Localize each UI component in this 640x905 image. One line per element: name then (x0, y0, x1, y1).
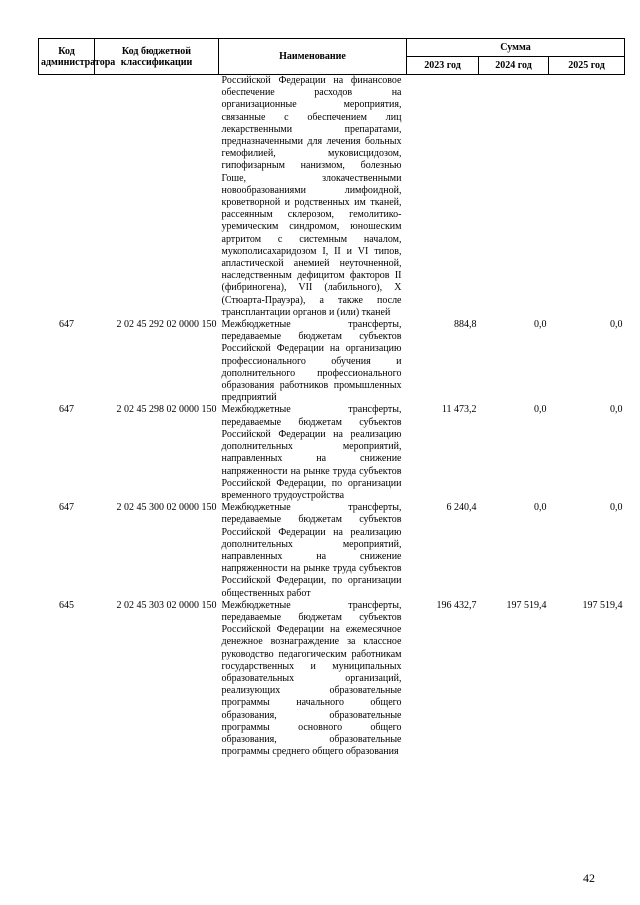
admin-code-cell: 647 (59, 404, 74, 416)
sum-2024-cell (479, 75, 549, 320)
name-cell: Межбюджетные трансферты, передаваемые бюджетам субъектов Российской Федерации на реализацию дополнительных мероприятий, направленных на снижение напряженности на рынке труда субъектов Российской Федерации, по организации временного трудоустройства (221, 404, 402, 501)
table-header (39, 39, 625, 75)
admin-code-cell: 647 (59, 319, 74, 331)
budget-code-cell: 2 02 45 303 02 0000 150 (116, 599, 217, 611)
table-body (39, 75, 625, 759)
sum-2023-cell: 196 432,7 (436, 599, 477, 611)
sum-2025-cell: 197 519,4 (582, 599, 623, 611)
page-number: 42 (583, 871, 595, 885)
name-cell: Межбюджетные трансферты, передаваемые бюджетам субъектов Российской Федерации на организацию профессионального обучения и дополнительного профессионального образования работников промышленных предприятий (221, 319, 402, 404)
document-page (38, 38, 624, 758)
sum-2025-cell: 0,0 (610, 502, 623, 514)
admin-code-cell (39, 75, 95, 320)
header-year-2023: 2023 год (407, 57, 479, 75)
header-admin-code: Код администратора (39, 39, 95, 75)
header-year-2024: 2024 год (479, 57, 549, 75)
table-row (39, 600, 625, 759)
sum-2025-cell: 0,0 (610, 319, 623, 331)
sum-2023-cell: 884,8 (454, 319, 477, 331)
header-year-2025: 2025 год (549, 57, 625, 75)
budget-code-cell: 2 02 45 300 02 0000 150 (116, 502, 217, 514)
table-row (39, 75, 625, 320)
table-row (39, 502, 625, 600)
budget-code-cell: 2 02 45 292 02 0000 150 (116, 319, 217, 331)
sum-2023-cell: 11 473,2 (441, 404, 477, 416)
admin-code-cell: 645 (59, 599, 74, 611)
budget-code-cell: 2 02 45 298 02 0000 150 (116, 404, 217, 416)
name-cell: Межбюджетные трансферты, передаваемые бюджетам субъектов Российской Федерации на ежемесячное денежное вознаграждение за классное руководство педагогическим работникам государственных и муниципальных образовательных организаций, реализующих образовательные программы начального общего образования, образовательные программы основного общего образования, образовательные программы среднего общего образования (221, 599, 402, 758)
table-row (39, 319, 625, 404)
sum-2024-cell: 0,0 (534, 404, 547, 416)
sum-2024-cell: 0,0 (534, 319, 547, 331)
budget-table (38, 38, 625, 758)
header-budget-code: Код бюджетной классификации (95, 39, 219, 75)
header-sum: Сумма (407, 39, 625, 57)
sum-2024-cell: 0,0 (534, 502, 547, 514)
admin-code-cell: 647 (59, 502, 74, 514)
sum-2023-cell (407, 75, 479, 320)
header-name: Наименование (219, 39, 407, 75)
sum-2023-cell: 6 240,4 (446, 502, 477, 514)
name-cell: Межбюджетные трансферты, передаваемые бюджетам субъектов Российской Федерации на реализацию дополнительных мероприятий, направленных на снижение напряженности на рынке труда субъектов Российской Федерации, по организации общественных работ (221, 502, 402, 599)
table-row (39, 404, 625, 502)
sum-2025-cell (549, 75, 625, 320)
budget-code-cell (95, 75, 219, 320)
sum-2024-cell: 197 519,4 (506, 599, 547, 611)
name-cell: Российской Федерации на финансовое обеспечение расходов на организационные мероприятия, связанные с обеспечением лиц лекарственными препаратами, предназначенными для лечения больных гемофилией, муковисцидозом, гипофизарным нанизмом, болезнью Гоше, злокачественными новообразованиями лимфоидной, кроветворной и родственных им тканей, рассеянным склерозом, гемолитико-уремическим синдромом, юношеским артритом с системным началом, мукополисахаридозом I, II и VI типов, апластической анемией неуточненной, наследственным дефицитом факторов II (фибриногена), VII (лабильного), X (Стюарта-Прауэра), а также после трансплантации органов и (или) тканей (221, 75, 402, 318)
sum-2025-cell: 0,0 (610, 404, 623, 416)
